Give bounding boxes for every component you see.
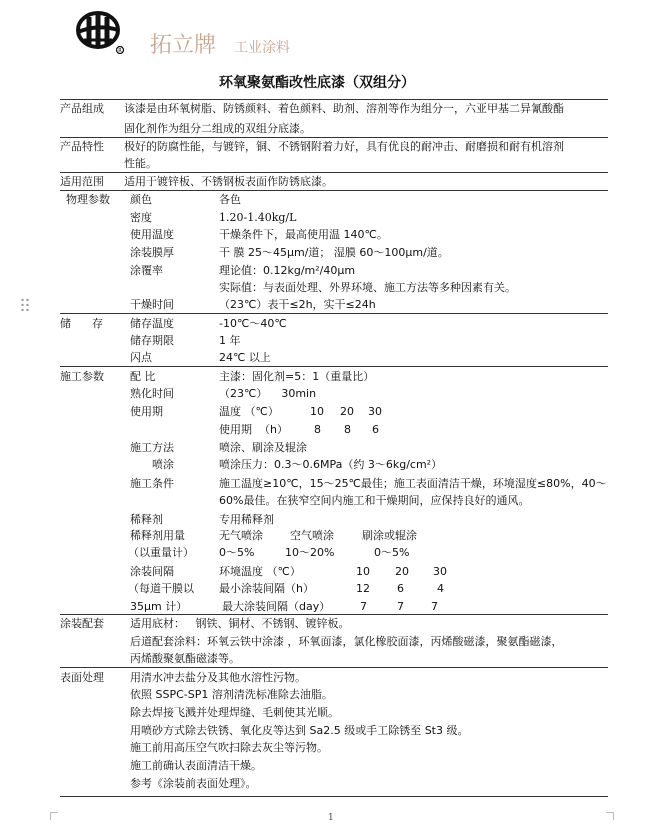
min-interval-cell: 12 xyxy=(356,582,370,595)
param-label: 稀释剂用量 xyxy=(130,529,185,542)
section-label-physical: 物理参数 xyxy=(66,193,110,206)
param-label: 使用期 xyxy=(130,405,163,418)
param-label: 稀释剂 xyxy=(130,513,163,526)
param-value: 各色 xyxy=(219,193,241,206)
min-interval-cell: 6 xyxy=(397,582,404,595)
surface-step: 参考《涂装前表面处理》。 xyxy=(130,777,257,790)
section-label-scope: 适用范围 xyxy=(60,175,104,188)
param-value: 喷涂压力：0.3～0.6MPa（约 3～6kg/cm²） xyxy=(219,458,443,471)
divider xyxy=(60,313,608,314)
param-label: 储存温度 xyxy=(130,317,174,330)
matching-substrate: 适用底材： 钢铁、铜材、不锈钢、镀锌板。 xyxy=(130,617,350,630)
param-value: 干 膜 25～45μm/道； 湿膜 60～100μm/道。 xyxy=(219,246,449,259)
param-value: （23℃）表干≤2h，实干≤24h xyxy=(219,298,376,311)
param-label: 储存期限 xyxy=(130,334,174,347)
param-value: 1.20-1.40kg/L xyxy=(219,211,297,224)
composition-text: 该漆是由环氧树脂、防锈颜料、着色颜料、助剂、溶剂等作为组分一，六亚甲基二异氰酸酯 xyxy=(124,102,564,115)
max-interval-cell: 7 xyxy=(360,600,367,613)
param-value: 主漆：固化剂=5：1（重量比） xyxy=(219,370,375,383)
divider xyxy=(60,137,608,138)
param-label: 喷涂 xyxy=(152,458,174,471)
param-value: 干燥条件下，最高使用温 140℃。 xyxy=(219,228,388,241)
surface-step: 用喷砂方式除去铁锈、氧化皮等达到 Sa2.5 级或手工除锈至 St3 级。 xyxy=(130,724,469,737)
env-temp-cell: 20 xyxy=(395,565,409,578)
thin-amount-cell: 0～5% xyxy=(219,546,255,559)
brand-logo xyxy=(76,10,124,54)
pot-temp-cell: 30 xyxy=(368,405,382,418)
pot-time-label: 使用期 （h） xyxy=(219,423,288,436)
env-temp-label: 环境温度 （℃） xyxy=(219,565,301,578)
param-value: 施工温度≥10℃，15～25℃最佳；施工表面清洁干燥，环境湿度≤80%，40～ xyxy=(219,477,607,490)
features-text: 极好的防腐性能，与镀锌，铜、不锈钢附着力好，具有优良的耐冲击、耐磨损和耐有机溶剂 xyxy=(124,140,564,153)
env-temp-cell: 10 xyxy=(356,565,370,578)
thin-method-cell: 无气喷涂 xyxy=(219,529,263,542)
thin-method-cell: 空气喷涂 xyxy=(290,529,334,542)
param-label: 涂覆率 xyxy=(130,264,163,277)
param-label: 施工条件 xyxy=(130,477,174,490)
param-label: 使用温度 xyxy=(130,228,174,241)
param-label: 密度 xyxy=(130,211,152,224)
brand-logo-icon xyxy=(76,10,124,54)
margin-corner-mark xyxy=(606,812,614,820)
section-label-features: 产品特性 xyxy=(60,140,104,153)
brand-name: 拓立牌 xyxy=(150,33,217,58)
max-interval-cell: 7 xyxy=(397,600,404,613)
param-label: （以重量计） xyxy=(128,546,194,559)
param-value: 1 年 xyxy=(219,334,241,347)
param-value: （23℃） 30min xyxy=(219,387,317,400)
min-interval-cell: 4 xyxy=(437,582,444,595)
margin-corner-mark xyxy=(50,812,58,820)
param-label: （每道干膜以 xyxy=(128,582,194,595)
pot-temp-cell: 20 xyxy=(340,405,354,418)
section-label-composition: 产品组成 xyxy=(60,102,104,115)
thin-amount-cell: 0～5% xyxy=(374,546,410,559)
divider xyxy=(60,366,608,367)
surface-step: 施工前用高压空气吹扫除去灰尘等污物。 xyxy=(130,741,328,754)
divider xyxy=(60,614,608,615)
thin-amount-cell: 10～20% xyxy=(285,546,335,559)
env-temp-cell: 30 xyxy=(433,565,447,578)
section-label-surface: 表面处理 xyxy=(60,671,104,684)
divider xyxy=(60,172,608,173)
param-label: 涂装间隔 xyxy=(130,565,174,578)
param-label: 熟化时间 xyxy=(130,387,174,400)
page-number: 1 xyxy=(328,813,334,823)
pot-time-cell: 8 xyxy=(344,423,351,436)
surface-step: 依照 SSPC-SP1 溶剂清洗标准除去油脂。 xyxy=(130,688,333,701)
surface-step: 用清水冲去盐分及其他水溶性污物。 xyxy=(130,671,306,684)
divider xyxy=(60,190,608,191)
divider xyxy=(60,796,608,797)
matching-topcoat: 后道配套涂料：环氧云铁中涂漆 ，环氧面漆，氯化橡胶面漆，丙烯酸磁漆，聚氨酯磁漆， xyxy=(130,635,563,648)
brand-subtitle: 工业涂料 xyxy=(234,40,290,56)
matching-topcoat: 丙烯酸聚氨酯磁漆等。 xyxy=(130,652,240,665)
param-label: 颜色 xyxy=(130,193,152,206)
section-label-construction: 施工参数 xyxy=(60,370,104,383)
divider xyxy=(60,99,608,100)
param-value: 喷涂、刷涂及辊涂 xyxy=(219,441,307,454)
composition-text: 固化剂作为组分二组成的双组分底漆。 xyxy=(124,122,311,135)
pot-time-cell: 6 xyxy=(372,423,379,436)
surface-step: 除去焊接飞溅并处理焊缝、毛刺使其光顺。 xyxy=(130,706,339,719)
param-value: 24℃ 以上 xyxy=(219,351,271,364)
surface-step: 施工前确认表面清洁干燥。 xyxy=(130,759,262,772)
param-value: 理论值：0.12kg/m²/40μm xyxy=(219,264,356,277)
max-interval-label: 最大涂装间隔（day） xyxy=(222,600,331,613)
param-value: 60%最佳。在狭窄空间内施工和干燥期间，应保持良好的通风。 xyxy=(219,494,530,507)
drag-handle-icon[interactable] xyxy=(20,297,30,311)
pot-temp-label: 温度 （℃） xyxy=(219,405,279,418)
thin-method-cell: 刷涂或辊涂 xyxy=(362,529,417,542)
min-interval-label: 最小涂装间隔（h） xyxy=(219,582,314,595)
pot-temp-cell: 10 xyxy=(310,405,324,418)
param-label: 施工方法 xyxy=(130,441,174,454)
svg-text:R: R xyxy=(118,48,122,54)
pot-time-cell: 8 xyxy=(314,423,321,436)
param-label: 配 比 xyxy=(130,370,156,383)
param-value: -10℃～40℃ xyxy=(219,317,287,330)
max-interval-cell: 7 xyxy=(431,600,438,613)
section-label-storage: 储 存 xyxy=(60,317,103,330)
param-value: 实际值：与表面处理、外界环境、施工方法等多种因素有关。 xyxy=(219,281,516,294)
param-value: 专用稀释剂 xyxy=(219,513,274,526)
param-label: 涂装膜厚 xyxy=(130,246,174,259)
page-title: 环氧聚氨酯改性底漆（双组分） xyxy=(219,75,415,91)
divider xyxy=(60,667,608,668)
features-text: 性能。 xyxy=(124,157,157,170)
param-label: 干燥时间 xyxy=(130,298,174,311)
scope-text: 适用于镀锌板、不锈钢板表面作防锈底漆。 xyxy=(124,175,333,188)
section-label-matching: 涂装配套 xyxy=(60,617,104,630)
param-label: 35μm 计） xyxy=(130,600,188,613)
param-label: 闪点 xyxy=(130,351,152,364)
